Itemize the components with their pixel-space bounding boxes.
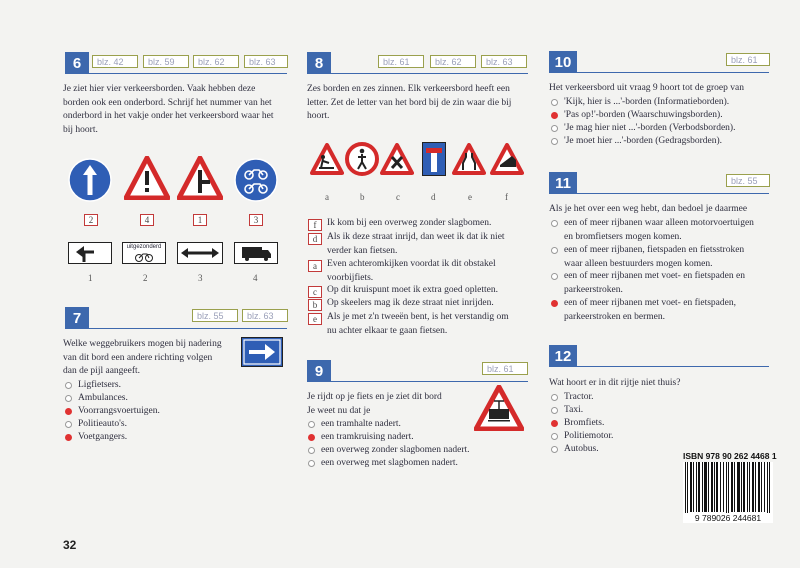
page-ref: blz. 61 [378, 55, 424, 68]
option-11-3[interactable]: een of meer rijbanen met voet- en fietspaden en parkeerstroken. [551, 270, 745, 297]
page-number: 32 [63, 538, 77, 552]
sentence: Op skeelers mag ik deze straat niet inrijden. [327, 298, 494, 308]
header-rule-9 [331, 381, 528, 382]
question-6-text: Je ziet hier vier verkeersborden. Vaak hebben deze borden ook een onderbord. Schrijf het nummer van het onderbord in het vakje onder het verkeersbord waar het bij hoort. [63, 84, 274, 135]
sign-road-works-icon [310, 143, 344, 175]
radio-icon[interactable] [551, 273, 558, 280]
sentence: Als je met z'n tweeën bent, is het verstandig om nu achter elkaar te gaan fietsen. [327, 312, 509, 336]
radio-icon[interactable] [65, 382, 72, 389]
page-ref: blz. 63 [244, 55, 288, 68]
page-ref: blz. 55 [192, 309, 238, 322]
sign-level-crossing-icon [490, 143, 524, 175]
sign-letter: e [468, 192, 472, 202]
subsign-truck-icon [234, 242, 278, 264]
sign-tram-crossing-icon [474, 385, 524, 431]
subsign-label: 1 [88, 273, 93, 283]
isbn-label: ISBN 978 90 262 4468 1 [683, 451, 777, 461]
radio-icon[interactable] [551, 125, 558, 132]
page-ref: blz. 63 [481, 55, 527, 68]
question-number-12: 12 [549, 345, 577, 367]
radio-icon[interactable] [65, 395, 72, 402]
question-12-text: Wat hoort er in dit rijtje niet thuis? [549, 378, 681, 388]
answer-box[interactable]: 4 [140, 214, 154, 226]
answer-box[interactable]: 3 [249, 214, 263, 226]
sign-cyclists-moped-icon [234, 158, 278, 202]
option-7-5[interactable]: Voetgangers. [65, 431, 127, 445]
radio-icon[interactable] [308, 421, 315, 428]
option-7-3[interactable]: Voorrangsvoertuigen. [65, 405, 160, 419]
answer-box[interactable]: 1 [193, 214, 207, 226]
option-9-3[interactable]: een overweg zonder slagbomen nadert. [308, 444, 470, 458]
letter-box[interactable]: a [308, 260, 322, 272]
option-11-2[interactable]: een of meer rijbanen, fietspaden en fietsstroken waar alleen bestuurders mogen komen. [551, 244, 744, 271]
radio-icon[interactable] [551, 247, 558, 254]
question-number-9: 9 [307, 360, 331, 382]
bicycle-icon [123, 251, 165, 263]
letter-box[interactable]: f [308, 219, 322, 231]
question-number-10: 10 [549, 51, 577, 73]
header-rule-11 [577, 193, 769, 194]
option-9-4[interactable]: een overweg met slagbomen nadert. [308, 457, 458, 471]
letter-box[interactable]: b [308, 299, 322, 311]
radio-selected-icon[interactable] [308, 434, 315, 441]
question-10-text: Het verkeersbord uit vraag 9 hoort tot de groep van [549, 83, 744, 93]
option-7-4[interactable]: Politieauto's. [65, 418, 127, 432]
radio-icon[interactable] [65, 421, 72, 428]
sign-no-pedestrians-icon [345, 142, 379, 176]
radio-icon[interactable] [551, 446, 558, 453]
option-10-4[interactable]: 'Je moet hier ...'-borden (Gedragsborden). [551, 135, 722, 149]
page-ref: blz. 42 [92, 55, 138, 68]
option-7-2[interactable]: Ambulances. [65, 392, 128, 406]
radio-icon[interactable] [551, 394, 558, 401]
header-rule-12 [577, 366, 769, 367]
option-12-2[interactable]: Taxi. [551, 404, 583, 418]
option-9-2[interactable]: een tramkruising nadert. [308, 431, 414, 445]
page-ref: blz. 62 [193, 55, 239, 68]
sentence: Ik kom bij een overweg zonder slagbomen. [327, 218, 492, 228]
sign-dead-end-icon [422, 142, 446, 176]
option-12-5[interactable]: Autobus. [551, 443, 599, 457]
letter-box[interactable]: c [308, 286, 322, 298]
question-number-6: 6 [65, 52, 89, 74]
subsign-label: 4 [253, 273, 258, 283]
letter-box[interactable]: d [308, 233, 322, 245]
header-rule-8 [331, 73, 528, 74]
option-9-1[interactable]: een tramhalte nadert. [308, 418, 401, 432]
sign-road-narrows-icon [452, 143, 486, 175]
page-ref: blz. 61 [482, 362, 528, 375]
sign-arrow-right-icon [241, 337, 283, 367]
radio-icon[interactable] [551, 407, 558, 414]
barcode-digits: 9 789026 244681 [683, 513, 773, 523]
header-rule-10 [577, 72, 769, 73]
radio-selected-icon[interactable] [65, 434, 72, 441]
option-11-4[interactable]: een of meer rijbanen met voet- en fietspaden, parkeerstroken en bermen. [551, 297, 736, 324]
option-12-1[interactable]: Tractor. [551, 391, 593, 405]
radio-selected-icon[interactable] [65, 408, 72, 415]
sign-warning-exclamation-icon [124, 156, 170, 200]
option-10-3[interactable]: 'Je mag hier niet ...'-borden (Verbodsborden). [551, 122, 735, 136]
sign-side-road-icon [177, 156, 223, 200]
page-ref: blz. 59 [143, 55, 189, 68]
sentence: Even achteromkijken voordat ik dit obstakel voorbijfiets. [327, 259, 496, 283]
sentence: Als ik deze straat inrijd, dan weet ik dat ik niet verder kan fietsen. [327, 232, 505, 256]
option-10-1[interactable]: 'Kijk, hier is ...'-borden (Informatieborden). [551, 96, 729, 110]
page-ref: blz. 61 [726, 53, 770, 66]
question-number-7: 7 [65, 307, 89, 329]
page-ref: blz. 62 [430, 55, 476, 68]
radio-icon[interactable] [308, 447, 315, 454]
question-7-text: Welke weggebruikers mogen bij nadering van dit bord een andere richting volgen dan de pijl aangeeft. [63, 339, 222, 376]
header-rule-7 [89, 328, 287, 329]
sign-letter: a [325, 192, 329, 202]
radio-selected-icon[interactable] [551, 300, 558, 307]
question-number-11: 11 [549, 172, 577, 194]
sign-letter: c [396, 192, 400, 202]
question-11-text: Als je het over een weg hebt, dan bedoel je daarmee [549, 204, 748, 214]
subsign-label: 2 [143, 273, 148, 283]
header-rule-6 [89, 73, 287, 74]
page-ref: blz. 55 [726, 174, 770, 187]
page-ref: blz. 63 [242, 309, 288, 322]
option-11-1[interactable]: een of meer rijbanen waar alleen motorvoertuigen en bromfietsers mogen komen. [551, 217, 754, 244]
option-12-3[interactable]: Bromfiets. [551, 417, 604, 431]
sign-letter: b [360, 192, 365, 202]
question-9-text: Je rijdt op je fiets en je ziet dit bord Je weet nu dat je [307, 392, 442, 416]
sign-letter: d [431, 192, 436, 202]
answer-box[interactable]: 2 [84, 214, 98, 226]
subsign-uitgezonderd [122, 242, 166, 264]
option-7-1[interactable]: Ligfietsers. [65, 379, 121, 393]
radio-icon[interactable] [551, 433, 558, 440]
radio-icon[interactable] [551, 138, 558, 145]
radio-selected-icon[interactable] [551, 420, 558, 427]
option-12-4[interactable]: Politiemotor. [551, 430, 613, 444]
sign-one-way-blue-icon [68, 158, 112, 202]
subsign-turn-arrow-icon [68, 242, 112, 264]
sentence: Op dit kruispunt moet ik extra goed opletten. [327, 285, 498, 295]
subsign-both-directions-icon [177, 242, 223, 264]
radio-icon[interactable] [551, 99, 558, 106]
radio-icon[interactable] [551, 220, 558, 227]
option-10-2[interactable]: 'Pas op!'-borden (Waarschuwingsborden). [551, 109, 723, 123]
letter-box[interactable]: e [308, 313, 322, 325]
sign-crossroads-icon [380, 143, 414, 175]
sign-letter: f [505, 192, 508, 202]
subsign-label: 3 [198, 273, 203, 283]
radio-selected-icon[interactable] [551, 112, 558, 119]
question-8-text: Zes borden en zes zinnen. Elk verkeersbord heeft een letter. Zet de letter van het bord bij de zin waar die bij hoort. [307, 84, 512, 121]
question-number-8: 8 [307, 52, 331, 74]
subsign-uitgezonderd-text: uitgezonderd [126, 244, 162, 250]
radio-icon[interactable] [308, 460, 315, 467]
